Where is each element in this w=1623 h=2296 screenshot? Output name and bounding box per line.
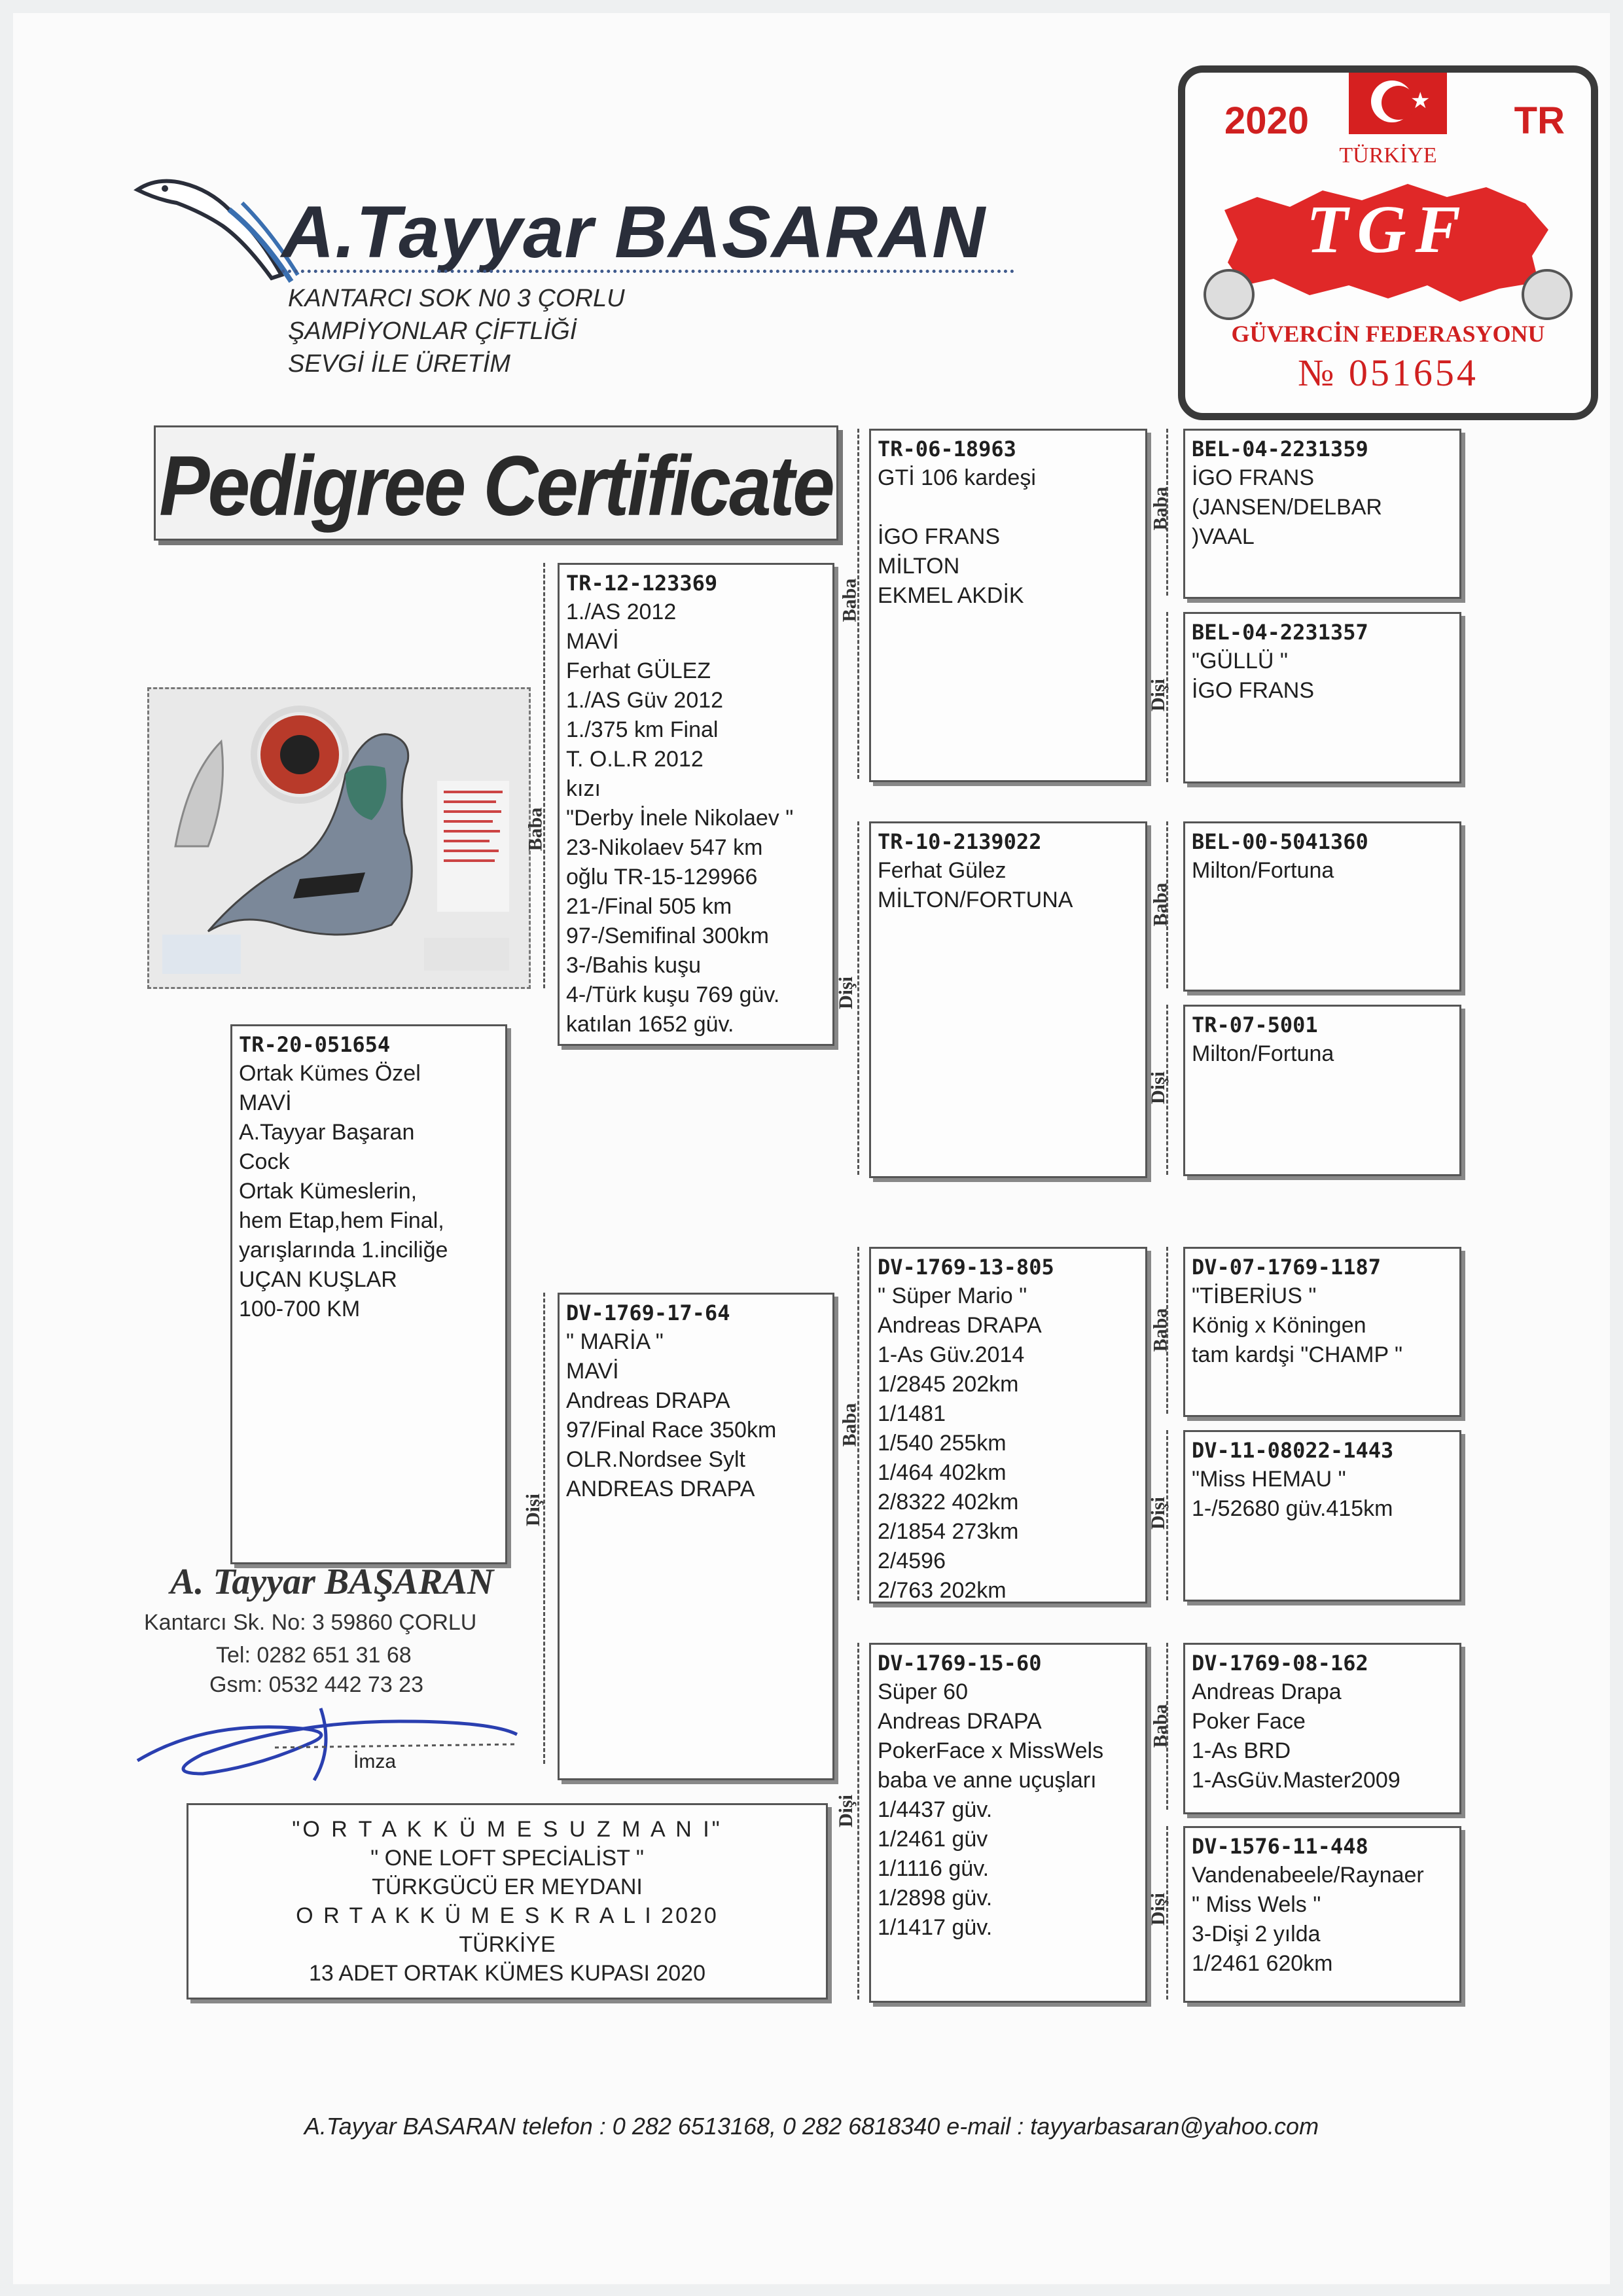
- dam-line: OLR.Nordsee Sylt: [566, 1447, 745, 1472]
- stamp-number: № 051654: [1298, 351, 1478, 394]
- dam-sire-line: Andreas DRAPA: [878, 1313, 1042, 1338]
- sire-sire-line: EKMEL AKDİK: [878, 583, 1024, 608]
- brand-slogan-1: ŞAMPİYONLAR ÇİFTLİĞİ: [288, 317, 577, 345]
- dam-dam-line: 1/1417 güv.: [878, 1915, 993, 1940]
- dam-dam-ring: DV-1769-15-60: [878, 1651, 1042, 1676]
- dam-sire-label: Baba: [838, 1403, 861, 1447]
- sire-line: oğlu TR-15-129966: [566, 865, 758, 889]
- sire-line: 23-Nikolaev 547 km: [566, 835, 763, 860]
- ggp-box: [1183, 612, 1461, 783]
- ggp-label: Dişi: [1147, 1892, 1169, 1926]
- sire-dam-line: Ferhat Gülez: [878, 858, 1007, 883]
- turkish-flag-icon: ★: [1349, 69, 1447, 134]
- ggp-line: Milton/Fortuna: [1192, 858, 1334, 883]
- sire-dam-connector: [857, 821, 859, 1175]
- sire-sire-line: İGO FRANS: [878, 524, 1001, 549]
- sire-line: kızı: [566, 776, 601, 801]
- ggp-line: Milton/Fortuna: [1192, 1041, 1334, 1066]
- ggp-line: "GÜLLÜ ": [1192, 649, 1288, 673]
- dam-dam-line: 1/2898 güv.: [878, 1886, 993, 1910]
- sire-line: MAVİ: [566, 629, 619, 654]
- dam-sire-ring: DV-1769-13-805: [878, 1255, 1054, 1280]
- sire-dam-box: [869, 821, 1147, 1178]
- ggp-box: [1183, 1430, 1461, 1602]
- specialist-line: "O R T A K K Ü M E S U Z M A N I": [292, 1817, 722, 1842]
- footer-contact: A.Tayyar BASARAN telefon : 0 282 6513168, 0 282 6818340 e-mail : tayyarbasaran@yahoo.com: [304, 2113, 1319, 2140]
- brand-slogan-2: SEVGİ İLE ÜRETİM: [288, 350, 510, 378]
- medal-left-icon: [1204, 269, 1255, 320]
- dam-dam-line: Andreas DRAPA: [878, 1709, 1042, 1734]
- signature-label: İmza: [353, 1751, 397, 1772]
- sire-label: Baba: [524, 807, 546, 852]
- ggp-line: 3-Dişi 2 yılda: [1192, 1922, 1321, 1946]
- specialist-line: TÜRKGÜCÜ ER MEYDANI: [372, 1874, 643, 1899]
- dam-line: " MARİA ": [566, 1329, 664, 1354]
- ggp-box: [1183, 429, 1461, 599]
- ggp-ring: BEL-04-2231357: [1192, 620, 1368, 645]
- subject-line: Cock: [239, 1149, 290, 1174]
- sire-sire-label: Baba: [838, 578, 861, 622]
- handwritten-signature-icon: [124, 1682, 543, 1793]
- stamp-year: 2020: [1224, 99, 1310, 142]
- ggp-ring: TR-07-5001: [1192, 1013, 1318, 1037]
- dam-sire-line: 1/540 255km: [878, 1431, 1007, 1456]
- specialist-line: O R T A K K Ü M E S K R A L I 2020: [296, 1903, 719, 1928]
- dam-sire-line: " Süper Mario ": [878, 1283, 1027, 1308]
- ggp-line: 1-AsGüv.Master2009: [1192, 1768, 1400, 1793]
- sire-connector: [543, 563, 545, 988]
- ggp-box: [1183, 1247, 1461, 1417]
- pigeon-logo-icon: [131, 164, 301, 295]
- subject-line: hem Etap,hem Final,: [239, 1208, 444, 1233]
- ggp-line: tam kardşi "CHAMP ": [1192, 1342, 1403, 1367]
- stamp-org-abbr: TGF: [1306, 192, 1470, 267]
- dam-sire-line: 1/1481: [878, 1401, 946, 1426]
- specialist-line: TÜRKİYE: [459, 1932, 556, 1957]
- ggp-ring: BEL-04-2231359: [1192, 437, 1368, 461]
- ggp-line: İGO FRANS: [1192, 465, 1315, 490]
- sire-line: "Derby İnele Nikolaev ": [566, 806, 794, 831]
- ggp-label: Dişi: [1147, 1496, 1169, 1530]
- ggp-ring: DV-11-08022-1443: [1192, 1438, 1394, 1463]
- ggp-line: )VAAL: [1192, 524, 1255, 549]
- sire-sire-ring: TR-06-18963: [878, 437, 1016, 461]
- specialist-line: 13 ADET ORTAK KÜMES KUPASI 2020: [309, 1961, 705, 1986]
- ggp-ring: BEL-00-5041360: [1192, 829, 1368, 854]
- breeder-address: Kantarcı Sk. No: 3 59860 ÇORLU: [144, 1610, 477, 1635]
- brand-underline: [281, 270, 1014, 273]
- dam-sire-box: [869, 1247, 1147, 1604]
- ggp-box: [1183, 1826, 1461, 2003]
- dam-ring: DV-1769-17-64: [566, 1300, 730, 1325]
- subject-box: [230, 1024, 507, 1564]
- subject-line: yarışlarında 1.inciliğe: [239, 1238, 448, 1263]
- dam-line: 97/Final Race 350km: [566, 1418, 777, 1443]
- stamp-org-name: GÜVERCİN FEDERASYONU: [1231, 321, 1545, 347]
- sire-sire-line: MİLTON: [878, 554, 960, 579]
- dam-line: MAVİ: [566, 1359, 619, 1384]
- dam-dam-box: [869, 1643, 1147, 2003]
- pigeon-image-icon: [149, 689, 529, 987]
- ggp-label: Dişi: [1147, 1071, 1169, 1105]
- dam-dam-line: 1/1116 güv.: [878, 1856, 990, 1881]
- sire-sire-box: [869, 429, 1147, 782]
- dam-dam-line: PokerFace x MissWels: [878, 1738, 1104, 1763]
- ggp-line: Vandenabeele/Raynaer: [1192, 1863, 1424, 1888]
- dam-connector: [543, 1293, 545, 1764]
- sire-line: 97-/Semifinal 300km: [566, 924, 769, 948]
- ggp-label: Baba: [1149, 1308, 1171, 1352]
- subject-line: Ortak Kümeslerin,: [239, 1179, 418, 1204]
- federation-stamp: [1178, 65, 1598, 420]
- ggp-ring: DV-1576-11-448: [1192, 1834, 1368, 1859]
- subject-ring: TR-20-051654: [239, 1032, 391, 1057]
- subject-line: UÇAN KUŞLAR: [239, 1267, 397, 1292]
- dam-dam-line: 1/2461 güv: [878, 1827, 988, 1852]
- sire-dam-ring: TR-10-2139022: [878, 829, 1042, 854]
- ggp-line: 1-/52680 güv.415km: [1192, 1496, 1393, 1521]
- ggp-ring: DV-07-1769-1187: [1192, 1255, 1381, 1280]
- ggp-box: [1183, 1643, 1461, 1814]
- ggp-label: Baba: [1149, 882, 1171, 927]
- sire-line: katılan 1652 güv.: [566, 1012, 734, 1037]
- ggp-line: "Miss HEMAU ": [1192, 1467, 1346, 1492]
- sire-box: [558, 563, 834, 1046]
- sire-dam-label: Dişi: [835, 976, 857, 1010]
- breeder-mobile: Gsm: 0532 442 73 23: [209, 1672, 424, 1697]
- subject-line: Ortak Kümes Özel: [239, 1061, 421, 1086]
- ggp-label: Dişi: [1147, 678, 1169, 712]
- stamp-country-code: TR: [1514, 99, 1565, 142]
- sire-line: 4-/Türk kuşu 769 güv.: [566, 982, 780, 1007]
- ggp-box: [1183, 821, 1461, 992]
- sire-sire-line: GTİ 106 kardeşi: [878, 465, 1036, 490]
- sire-dam-line: MİLTON/FORTUNA: [878, 888, 1073, 912]
- sire-line: T. O.L.R 2012: [566, 747, 704, 772]
- sire-line: 3-/Bahis kuşu: [566, 953, 701, 978]
- ggp-line: 1-As BRD: [1192, 1738, 1291, 1763]
- sire-line: Ferhat GÜLEZ: [566, 658, 711, 683]
- subject-line: MAVİ: [239, 1090, 292, 1115]
- dam-line: ANDREAS DRAPA: [566, 1477, 755, 1501]
- dam-dam-line: baba ve anne uçuşları: [878, 1768, 1097, 1793]
- dam-sire-line: 1/2845 202km: [878, 1372, 1019, 1397]
- brand-address: KANTARCI SOK N0 3 ÇORLU: [288, 285, 625, 312]
- dam-dam-line: 1/4437 güv.: [878, 1797, 993, 1822]
- medal-right-icon: [1522, 269, 1573, 320]
- dam-sire-line: 2/763 202km: [878, 1578, 1007, 1603]
- specialist-line: " ONE LOFT SPECİALİST ": [370, 1846, 644, 1871]
- dam-sire-line: 1-As Güv.2014: [878, 1342, 1025, 1367]
- sire-line: 1./375 km Final: [566, 717, 719, 742]
- dam-sire-line: 1/464 402km: [878, 1460, 1007, 1485]
- dam-label: Dişi: [522, 1493, 544, 1527]
- breeder-name: A. Tayyar BAŞARAN: [170, 1562, 494, 1602]
- ggp-line: König x Köningen: [1192, 1313, 1366, 1338]
- dam-dam-connector: [857, 1643, 859, 2000]
- ggp-box: [1183, 1005, 1461, 1176]
- ggp-line: İGO FRANS: [1192, 678, 1315, 703]
- stamp-country: TÜRKİYE: [1339, 143, 1437, 168]
- dam-sire-line: 2/4596: [878, 1549, 946, 1573]
- subject-line: A.Tayyar Başaran: [239, 1120, 415, 1145]
- subject-line: 100-700 KM: [239, 1297, 361, 1321]
- page-title: Pedigree Certificate: [159, 438, 833, 533]
- specialist-box: [187, 1803, 828, 2000]
- ggp-line: (JANSEN/DELBAR: [1192, 495, 1382, 520]
- ggp-line: " Miss Wels ": [1192, 1892, 1321, 1917]
- dam-dam-label: Dişi: [835, 1794, 857, 1828]
- ggp-label: Baba: [1149, 1704, 1171, 1748]
- sire-sire-line: [878, 493, 1139, 522]
- title-banner: [154, 425, 838, 541]
- sire-ring: TR-12-123369: [566, 571, 718, 596]
- dam-sire-line: 2/1854 273km: [878, 1519, 1019, 1544]
- brand-name: A.Tayyar BASARAN: [281, 191, 986, 273]
- dam-dam-line: Süper 60: [878, 1679, 968, 1704]
- ggp-ring: DV-1769-08-162: [1192, 1651, 1368, 1676]
- dam-box: [558, 1293, 834, 1780]
- ggp-line: "TİBERİUS ": [1192, 1283, 1317, 1308]
- ggp-line: Andreas Drapa: [1192, 1679, 1342, 1704]
- sire-line: 1./AS Güv 2012: [566, 688, 724, 713]
- ggp-label: Baba: [1149, 486, 1171, 531]
- ggp-line: 1/2461 620km: [1192, 1951, 1333, 1976]
- dam-sire-line: 2/8322 402km: [878, 1490, 1019, 1515]
- ggp-line: Poker Face: [1192, 1709, 1306, 1734]
- dam-line: Andreas DRAPA: [566, 1388, 730, 1413]
- breeder-phone: Tel: 0282 651 31 68: [216, 1643, 412, 1668]
- pigeon-photo: [147, 687, 531, 989]
- sire-line: 21-/Final 505 km: [566, 894, 732, 919]
- sire-line: 1./AS 2012: [566, 600, 677, 624]
